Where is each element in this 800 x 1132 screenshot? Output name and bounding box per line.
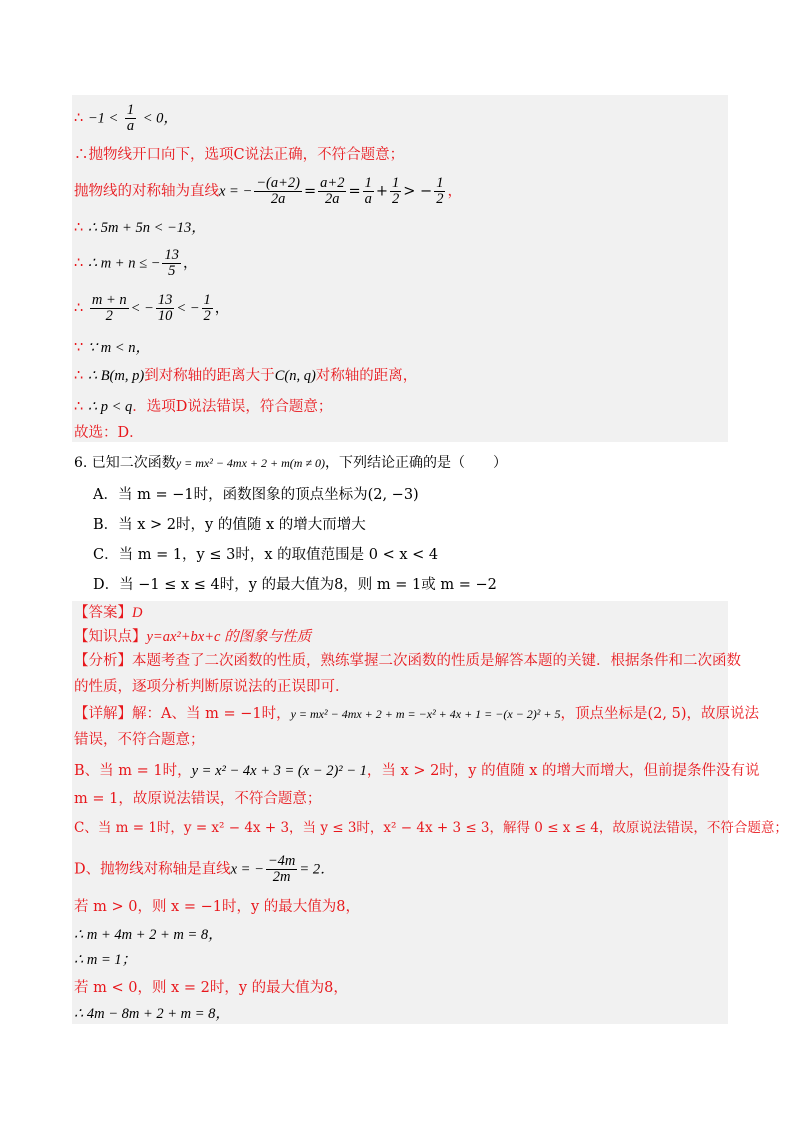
step-line-2: ∴抛物线开口向下，选项C说法正确，不符合题意；	[74, 147, 405, 163]
analysis-line-2: 的性质，逐项分析判断原说法的正误即可．	[74, 679, 350, 695]
step-line-9: ∴ ∴ p < q．选项D说法错误，符合题意；	[74, 399, 333, 415]
step-line-10: 故选：D．	[74, 425, 144, 441]
knowledge-point-line: 【知识点】y=ax²+bx+c 的图象与性质	[74, 629, 312, 645]
option-a: A．当 m = −1时，函数图象的顶点坐标为(2, −3)	[93, 487, 419, 503]
detail-line-d3: ∴ m = 1；	[74, 952, 137, 968]
step-line-3: 抛物线的对称轴为直线x = − $\frac{-(a+2)}{2a}$ = $\frac{a+2}{2a}$ = $\frac{1}{a}$ + $\frac{1}{2}$ > − $\frac{1}{2}$ ，	[74, 175, 462, 207]
detail-line-d5: ∴ 4m − 8m + 2 + m = 8，	[74, 1006, 230, 1022]
step-line-6: ∴ $\frac{m + n}{2}$ < − $\frac{13}{10}$ < − $\frac{1}{2}$ ，	[74, 292, 230, 324]
detail-line-d: D、抛物线对称轴是直线x = − $\frac{-4m}{2m}$ = 2．	[74, 853, 335, 885]
detail-line-b1: B、当 m = 1时，y = x² − 4x + 3 = (x − 2)² − 1，当 x > 2时，y 的值随 x 的增大而增大，但前提条件没有说	[74, 763, 760, 779]
step-line-7: ∵ ∵ m < n，	[74, 340, 150, 356]
step-line-5: ∴ ∴ m + n ≤ − $\frac{13}{5}$ ，	[74, 247, 198, 279]
detail-line-d4: 若 m < 0，则 x = 2时，y 的最大值为8，	[74, 980, 348, 996]
option-d: D．当 −1 ≤ x ≤ 4时，y 的最大值为8，则 m = 1或 m = −2	[93, 577, 497, 593]
step-line-8: ∴ ∴ B(m, p)到对称轴的距离大于C(n, q)对称轴的距离，	[74, 368, 418, 384]
option-b: B．当 x > 2时，y 的值随 x 的增大而增大	[93, 517, 366, 533]
detail-line-c: C、当 m = 1时，y = x² − 4x + 3，当 y ≤ 3时，x² − 4x + 3 ≤ 3，解得 0 ≤ x ≤ 4，故原说法错误，不符合题意；	[74, 820, 788, 836]
option-c: C．当 m = 1，y ≤ 3时，x 的取值范围是 0 < x < 4	[93, 547, 439, 563]
detail-line-a2: 错误，不符合题意；	[74, 732, 205, 748]
detail-line-b2: m = 1，故原说法错误，不符合题意；	[74, 791, 322, 807]
answer-line: 【答案】D	[74, 605, 143, 621]
step-line-1: ∴ −1 < $\frac{1}{a}$ < 0，	[74, 102, 178, 134]
detail-line-d1: 若 m > 0，则 x = −1时，y 的最大值为8，	[74, 899, 361, 915]
analysis-line-1: 【分析】本题考查了二次函数的性质，熟练掌握二次函数的性质是解答本题的关键．根据条件和二次函数	[74, 653, 741, 669]
step-line-4: ∴ ∴ 5m + 5n < −13，	[74, 220, 206, 236]
question-stem: 6. 已知二次函数y = mx² − 4mx + 2 + m(m ≠ 0)，下列结论正确的是（ ）	[74, 455, 508, 471]
detail-line-d2: ∴ m + 4m + 2 + m = 8，	[74, 927, 223, 943]
detail-line-a1: 【详解】解：A、当 m = −1时，y = mx² − 4mx + 2 + m = −x² + 4x + 1 = −(x − 2)² + 5，顶点坐标是(2, 5)，故原说法	[74, 706, 759, 722]
